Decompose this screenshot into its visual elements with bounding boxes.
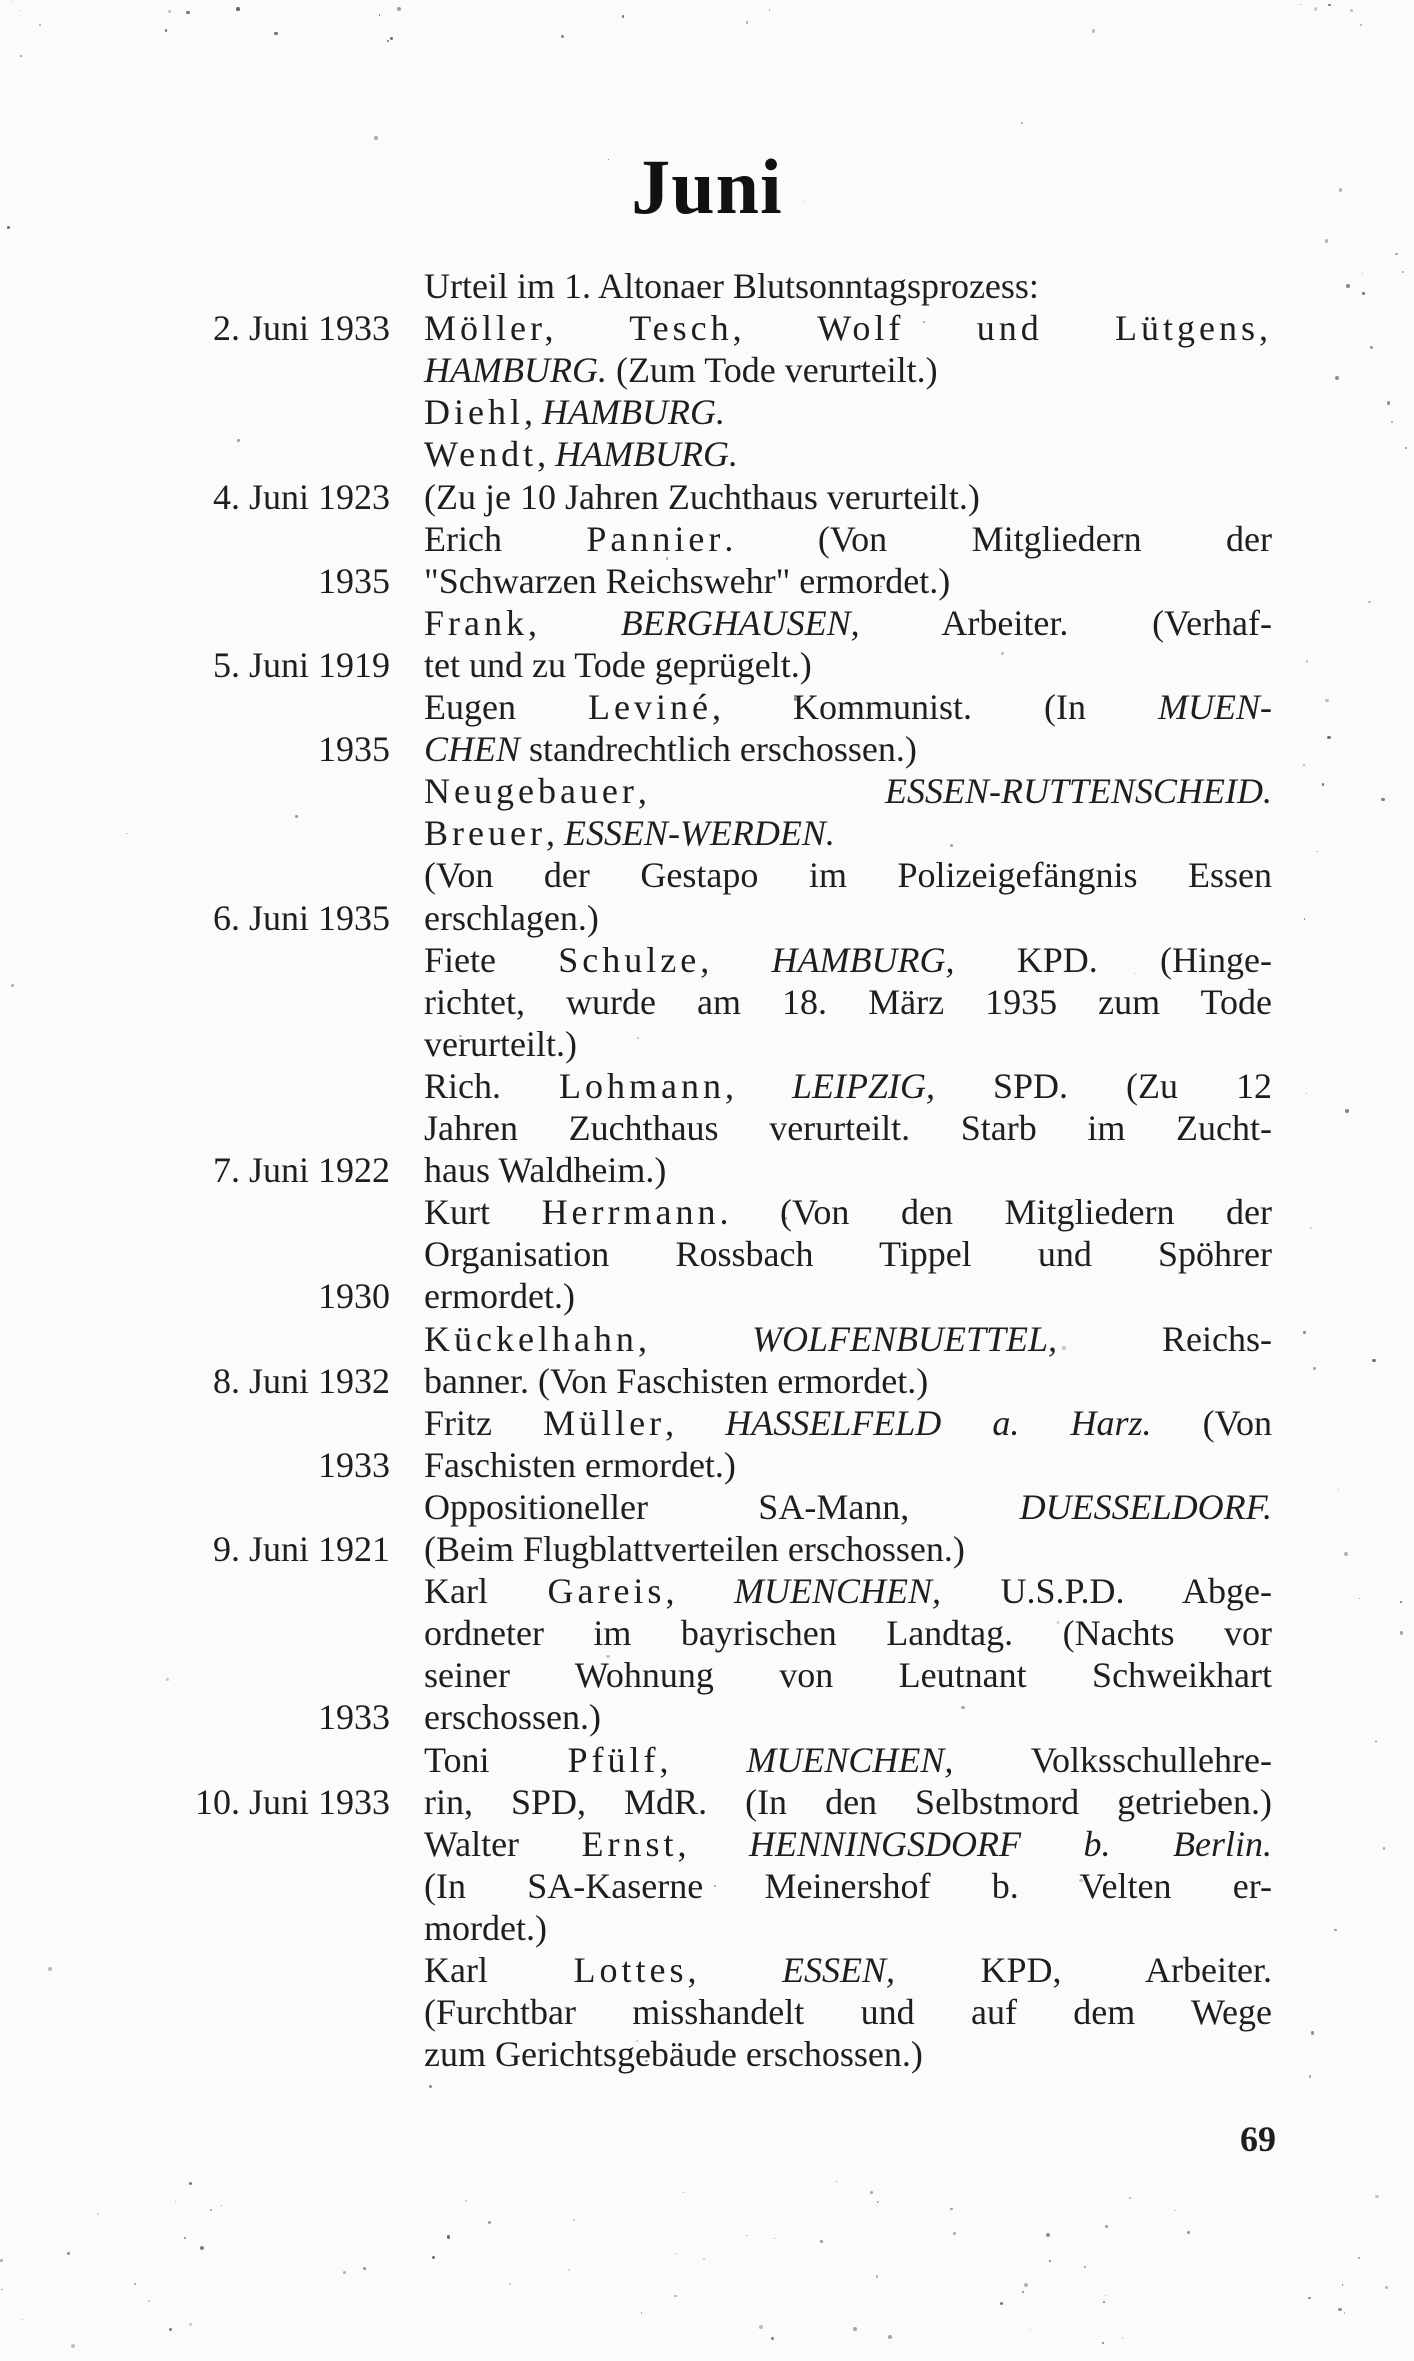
paper-speckle — [1129, 2197, 1131, 2199]
entry-line — [424, 770, 1272, 812]
paper-speckle — [853, 2327, 857, 2331]
paper-speckle — [888, 2335, 892, 2339]
paper-speckle — [1300, 4, 1302, 6]
paper-speckle — [746, 2235, 747, 2236]
page-title: Juni — [631, 143, 783, 230]
paper-speckle — [22, 2319, 23, 2320]
paper-speckle — [1359, 1598, 1360, 1599]
paper-speckle — [1344, 1552, 1348, 1556]
entry-text: banner. (Von Faschisten ermordet.) — [424, 1360, 929, 1401]
paper-speckle — [1335, 376, 1339, 380]
entry-text: tet und zu Tode geprügelt.) — [424, 644, 812, 685]
paper-speckle — [1313, 1367, 1316, 1370]
paper-speckle — [1303, 764, 1305, 766]
entry-line — [424, 1823, 1272, 1865]
entry-text: Jahren Zuchthaus verurteilt. Starb im Zucht- — [424, 1108, 1272, 1148]
paper-speckle — [1360, 24, 1362, 26]
entry-line — [424, 349, 1272, 391]
paper-speckle — [186, 11, 189, 14]
paper-speckle — [561, 35, 564, 38]
paper-speckle — [703, 2258, 706, 2261]
paper-speckle — [200, 2246, 204, 2250]
paper-speckle — [1306, 660, 1308, 662]
person-name: Müller — [543, 1402, 666, 1443]
place-name: ESSEN, — [781, 1950, 895, 1990]
entry-text: ordneter im bayrischen Landtag. (Nachts vor — [424, 1613, 1272, 1654]
date-label: 9. Juni 1921 — [212, 1529, 390, 1569]
entry-line — [424, 391, 1272, 433]
entry-line — [424, 560, 1272, 602]
entry-line — [424, 1444, 1272, 1486]
date-label: 1933 — [318, 1444, 390, 1485]
paper-speckle — [1372, 1359, 1375, 1362]
entry-text: KPD. (Hinge- — [954, 939, 1272, 980]
paper-speckle — [126, 833, 127, 834]
entry-text: (In SA-Kaserne Meinershof b. Velten er- — [424, 1865, 1272, 1906]
paper-speckle — [67, 2252, 70, 2255]
paper-speckle — [1346, 284, 1350, 288]
date-label: 1930 — [318, 1276, 390, 1317]
entry-line — [424, 307, 1272, 349]
paper-speckle — [1345, 1109, 1349, 1113]
entry-line — [424, 1865, 1272, 1907]
entry-text: , — [677, 1823, 750, 1864]
person-name: Ernst — [581, 1823, 678, 1864]
entry-text: standrechtlich erschossen.) — [520, 729, 917, 770]
entry-line — [424, 1149, 1272, 1191]
paper-speckle — [1400, 1601, 1402, 1603]
entry-line — [424, 433, 1272, 475]
entry-line — [424, 476, 1272, 518]
paper-speckle — [820, 2240, 824, 2244]
entry-line — [424, 1360, 1272, 1402]
paper-speckle — [1385, 2286, 1389, 2290]
paper-speckle — [175, 2201, 177, 2203]
paper-speckle — [210, 2209, 212, 2211]
paper-speckle — [622, 15, 625, 18]
person-name: Diehl — [424, 392, 524, 433]
paper-speckle — [1022, 2291, 1024, 2293]
person-name: Möller, Tesch, Wolf und Lütgens, — [424, 308, 1272, 349]
paper-speckle — [509, 2283, 511, 2285]
paper-speckle — [573, 2219, 575, 2221]
paper-speckle — [1103, 2301, 1105, 2303]
entry-text: zum Gerichtsgebäude erschossen.) — [424, 2034, 923, 2075]
paper-speckle — [1383, 1847, 1386, 1850]
paper-speckle — [1306, 1093, 1307, 1094]
entry-line — [424, 1612, 1272, 1654]
place-name: ESSEN-WERDEN. — [563, 813, 835, 854]
paper-speckle — [676, 2253, 677, 2254]
paper-speckle — [1334, 1929, 1336, 1931]
paper-speckle — [39, 24, 40, 25]
entry-line — [424, 1907, 1272, 1949]
paper-speckle — [274, 32, 277, 35]
person-name: Schulze — [558, 939, 701, 980]
paper-speckle — [1381, 798, 1385, 802]
entry-text: Karl — [424, 1950, 574, 1990]
paper-speckle — [1387, 401, 1390, 404]
paper-speckle — [1338, 2308, 1341, 2311]
entry-text: Rich. — [424, 1065, 559, 1106]
paper-speckle — [11, 1, 13, 3]
paper-speckle — [1311, 2031, 1314, 2034]
entry-line — [424, 1191, 1272, 1233]
paper-speckle — [1338, 1489, 1339, 1490]
entry-line — [424, 1275, 1272, 1317]
entry-line — [424, 1949, 1272, 1991]
entry-line — [424, 1739, 1272, 1781]
paper-speckle — [1049, 2260, 1052, 2263]
paper-speckle — [97, 2213, 99, 2215]
entry-text: rin, SPD, MdR. (In den Selbstmord getrieben.) — [424, 1781, 1272, 1822]
entry-text: U.S.P.D. Abge- — [940, 1571, 1273, 1612]
date-label: 6. Juni 1935 — [212, 897, 390, 938]
place-name: MUENCHEN, — [746, 1739, 954, 1780]
paper-speckle — [1344, 2312, 1345, 2313]
entry-line — [424, 728, 1272, 770]
entry-text: Faschisten ermordet.) — [424, 1444, 736, 1485]
entry-text: Toni — [424, 1739, 568, 1780]
paper-speckle — [19, 10, 20, 11]
entry-text: , — [523, 392, 542, 433]
person-name: Neugebauer — [424, 771, 638, 812]
entry-text: , — [665, 1571, 734, 1612]
person-name: Pannier — [586, 518, 725, 559]
place-name: HAMBURG. — [424, 350, 607, 391]
entry-text: Eugen — [424, 687, 588, 727]
entry-line — [424, 1696, 1272, 1738]
paper-speckle — [1322, 783, 1325, 786]
entry-text: Organisation Rossbach Tippel und Spöhrer — [424, 1234, 1272, 1275]
paper-speckle — [20, 55, 22, 57]
entry-line — [424, 1065, 1272, 1107]
paper-speckle — [447, 2235, 450, 2238]
person-name: Gareis — [547, 1571, 666, 1612]
place-name: LEIPZIG, — [791, 1065, 935, 1106]
paper-speckle — [387, 40, 389, 42]
paper-speckle — [1358, 2257, 1360, 2259]
entry-text: verurteilt.) — [424, 1023, 577, 1064]
paper-speckle — [568, 2269, 570, 2271]
paper-speckle — [1304, 918, 1306, 920]
paper-speckle — [1046, 2233, 1050, 2237]
entry-line — [424, 981, 1272, 1023]
entry-line — [424, 1654, 1272, 1696]
date-label: 10. Juni 1933 — [194, 1781, 390, 1822]
entry-text: , — [700, 939, 772, 980]
entry-text: , — [537, 434, 556, 475]
paper-speckle — [769, 9, 771, 11]
paper-speckle — [1084, 2266, 1086, 2268]
paper-speckle — [1309, 2075, 1312, 2078]
paper-speckle — [877, 2201, 879, 2203]
entry-text: erschlagen.) — [424, 897, 599, 938]
paper-speckle — [1092, 29, 1095, 32]
place-name: ESSEN-RUTTENSCHEID. — [885, 771, 1272, 812]
paper-speckle — [1021, 122, 1023, 124]
paper-speckle — [1328, 4, 1331, 7]
place-name: HAMBURG, — [771, 939, 955, 980]
entry-line — [424, 518, 1272, 560]
entry-text: (Furchtbar misshandelt und auf dem Wege — [424, 1992, 1272, 2033]
entry-text: (Zu je 10 Jahren Zuchthaus verurteilt.) — [424, 476, 980, 517]
entry-text: . (Von Mitgliedern der — [724, 518, 1272, 559]
paper-speckle — [379, 14, 380, 15]
entry-text: Fritz — [424, 1402, 544, 1443]
entry-text: Reichs- — [1057, 1318, 1273, 1359]
entry-text: , Kommunist. (In — [711, 687, 1159, 727]
person-name: Lohmann — [559, 1065, 725, 1106]
person-name: Kückelhahn — [424, 1318, 638, 1359]
paper-speckle — [1325, 239, 1329, 243]
paper-speckle — [1362, 292, 1364, 294]
entry-line — [424, 1023, 1272, 1065]
place-name: HAMBURG. — [541, 392, 725, 433]
paper-speckle — [0, 2259, 3, 2262]
entry-line — [424, 1107, 1272, 1149]
paper-speckle — [746, 21, 749, 24]
entry-line — [424, 854, 1272, 896]
paper-speckle — [1024, 2283, 1028, 2287]
entry-line — [424, 812, 1272, 854]
entry-line — [424, 1528, 1272, 1570]
entry-text: richtet, wurde am 18. März 1935 zum Tode — [424, 981, 1272, 1022]
paper-speckle — [683, 2192, 684, 2193]
paper-speckle — [189, 2182, 192, 2185]
paper-speckle — [950, 2208, 953, 2211]
paper-speckle — [1342, 2284, 1343, 2285]
paper-speckle — [1310, 1227, 1312, 1229]
entry-text: "Schwarzen Reichswehr" ermordet.) — [424, 560, 951, 601]
paper-speckle — [184, 2237, 187, 2240]
date-label: 2. Juni 1933 — [212, 308, 390, 349]
date-label: 1935 — [318, 560, 390, 601]
paper-speckle — [1105, 2295, 1106, 2296]
entry-line — [424, 602, 1272, 644]
person-name: Lottes — [573, 1950, 688, 1990]
place-name: HENNINGSDORF b. Berlin. — [749, 1823, 1273, 1864]
paper-speckle — [1391, 421, 1393, 423]
entry-line — [424, 1233, 1272, 1275]
entry-text: (Von der Gestapo im Polizeigefängnis Essen — [424, 855, 1272, 896]
entry-text: , — [637, 1318, 752, 1359]
paper-speckle — [71, 2344, 75, 2348]
place-name: MUEN- — [1158, 687, 1272, 727]
paper-speckle — [836, 2181, 838, 2183]
entry-text: (Beim Flugblattverteilen erschossen.) — [424, 1529, 965, 1569]
entry-text: , — [528, 602, 621, 643]
paper-speckle — [236, 7, 240, 11]
paper-speckle — [165, 29, 167, 31]
person-name: Breuer — [424, 813, 546, 854]
entry-text: , — [665, 1402, 726, 1443]
paper-speckle — [1187, 2231, 1190, 2234]
entry-text: SPD. (Zu 12 — [934, 1065, 1272, 1106]
entry-text: erschossen.) — [424, 1697, 601, 1738]
place-name: MUENCHEN, — [733, 1571, 941, 1612]
paper-speckle — [1030, 2329, 1031, 2330]
date-label: 1935 — [318, 729, 390, 770]
paper-speckle — [1314, 7, 1317, 10]
entry-line — [424, 1402, 1272, 1444]
paper-speckle — [221, 2205, 223, 2207]
entry-line — [424, 1781, 1272, 1823]
entry-text: (Von — [1151, 1402, 1272, 1443]
entry-line — [424, 2033, 1272, 2075]
paper-speckle — [1105, 2225, 1108, 2228]
paper-speckle — [48, 1967, 52, 1971]
paper-speckle — [1122, 2337, 1124, 2339]
paper-speckle — [1368, 601, 1370, 603]
paper-speckle — [429, 2085, 432, 2088]
person-name: Frank — [424, 602, 528, 643]
person-name: Herrmann — [541, 1192, 720, 1233]
entry-text: Erich — [424, 518, 587, 559]
date-label: 1933 — [318, 1697, 390, 1738]
paper-speckle — [1000, 2302, 1003, 2305]
paper-speckle — [1373, 1160, 1374, 1161]
entry-text: , — [637, 771, 885, 812]
entry-text: mordet.) — [424, 1907, 547, 1948]
entry-text: (Zum Tode verurteilt.) — [606, 350, 938, 391]
paper-speckle — [166, 1678, 169, 1681]
entry-text: Oppositioneller SA-Mann, — [424, 1486, 1020, 1527]
paper-speckle — [1395, 253, 1397, 255]
paper-speckle — [1316, 851, 1318, 853]
paper-speckle — [1375, 2195, 1378, 2198]
paper-speckle — [11, 984, 14, 987]
entry-text: Kurt — [424, 1192, 542, 1233]
person-name: Leviné — [588, 687, 712, 727]
paper-speckle — [1174, 2210, 1175, 2211]
paper-speckle — [1375, 1741, 1377, 1743]
paper-speckle — [1102, 2342, 1104, 2344]
entry-text: Urteil im 1. Altonaer Blutsonntagsprozess: — [424, 266, 1039, 306]
entry-text: Volksschullehre- — [953, 1739, 1272, 1780]
paper-speckle — [148, 2300, 150, 2302]
paper-speckle — [1350, 9, 1353, 12]
paper-speckle — [1362, 273, 1364, 275]
entry-text: Fiete — [424, 939, 559, 980]
entry-text: Walter — [424, 1823, 582, 1864]
place-name: DUESSELDORF. — [1019, 1486, 1272, 1527]
paper-speckle — [870, 2191, 873, 2194]
entry-text: KPD, Arbeiter. — [894, 1950, 1272, 1990]
paper-speckle — [189, 2323, 192, 2326]
paper-speckle — [1325, 699, 1328, 702]
paper-speckle — [771, 2337, 774, 2340]
date-label: 7. Juni 1922 — [212, 1150, 390, 1191]
paper-speckle — [674, 2295, 677, 2298]
paper-speckle — [1, 2289, 2, 2290]
entry-line — [424, 644, 1272, 686]
paper-speckle — [641, 2312, 642, 2313]
paper-speckle — [363, 2267, 366, 2270]
paper-speckle — [1327, 736, 1331, 740]
paper-speckle — [465, 2200, 467, 2202]
paper-speckle — [168, 10, 170, 12]
entry-text: seiner Wohnung von Leutnant Schweikhart — [424, 1655, 1272, 1696]
paper-speckle — [1308, 2297, 1311, 2300]
person-name: Pfülf — [567, 1739, 660, 1780]
entry-line — [424, 897, 1272, 939]
page-number: 69 — [1240, 2119, 1276, 2159]
place-name: CHEN — [424, 729, 521, 770]
paper-speckle — [432, 2256, 435, 2259]
paper-speckle — [237, 439, 240, 442]
paper-speckle — [953, 2232, 956, 2235]
entry-text: , — [545, 813, 564, 854]
paper-speckle — [876, 2275, 878, 2277]
paper-speckle — [169, 2328, 172, 2331]
entry-line — [424, 1570, 1272, 1612]
entry-text: Karl — [424, 1571, 548, 1612]
paper-speckle — [374, 136, 377, 139]
person-name: Wendt — [424, 434, 538, 475]
entry-text: ermordet.) — [424, 1276, 575, 1317]
paper-speckle — [390, 37, 393, 40]
date-label: 4. Juni 1923 — [212, 476, 390, 517]
place-name: BERGHAUSEN, — [620, 602, 860, 643]
paper-speckle — [774, 2238, 775, 2239]
entry-line — [424, 686, 1272, 728]
entry-line — [424, 1991, 1272, 2033]
paper-speckle — [134, 2283, 136, 2285]
paper-speckle — [759, 2325, 763, 2329]
place-name: HASSELFELD a. Harz. — [725, 1402, 1152, 1443]
place-name: WOLFENBUETTEL, — [751, 1318, 1058, 1359]
entry-line — [424, 1318, 1272, 1360]
entry-text: , — [724, 1065, 792, 1106]
paper-speckle — [488, 2221, 491, 2224]
entry-text: Arbeiter. (Verhaf- — [859, 602, 1272, 643]
paper-speckle — [1405, 447, 1407, 449]
entry-line — [424, 265, 1272, 307]
paper-speckle — [1402, 271, 1404, 273]
paper-speckle — [1400, 1631, 1404, 1635]
paper-speckle — [343, 2271, 346, 2274]
entry-line — [424, 1486, 1272, 1528]
place-name: HAMBURG. — [555, 434, 739, 475]
paper-speckle — [397, 7, 401, 11]
entry-line — [424, 939, 1272, 981]
paper-speckle — [295, 815, 298, 818]
paper-speckle — [876, 2205, 877, 2206]
paper-speckle — [1370, 346, 1374, 350]
date-label: 5. Juni 1919 — [212, 644, 390, 685]
date-label: 8. Juni 1932 — [212, 1360, 390, 1401]
entry-text: , — [659, 1739, 747, 1780]
entry-text: . (Von den Mitgliedern der — [719, 1192, 1272, 1233]
entry-text: , — [687, 1950, 782, 1990]
paper-speckle — [1303, 1331, 1306, 1334]
entry-text: haus Waldheim.) — [424, 1150, 667, 1191]
